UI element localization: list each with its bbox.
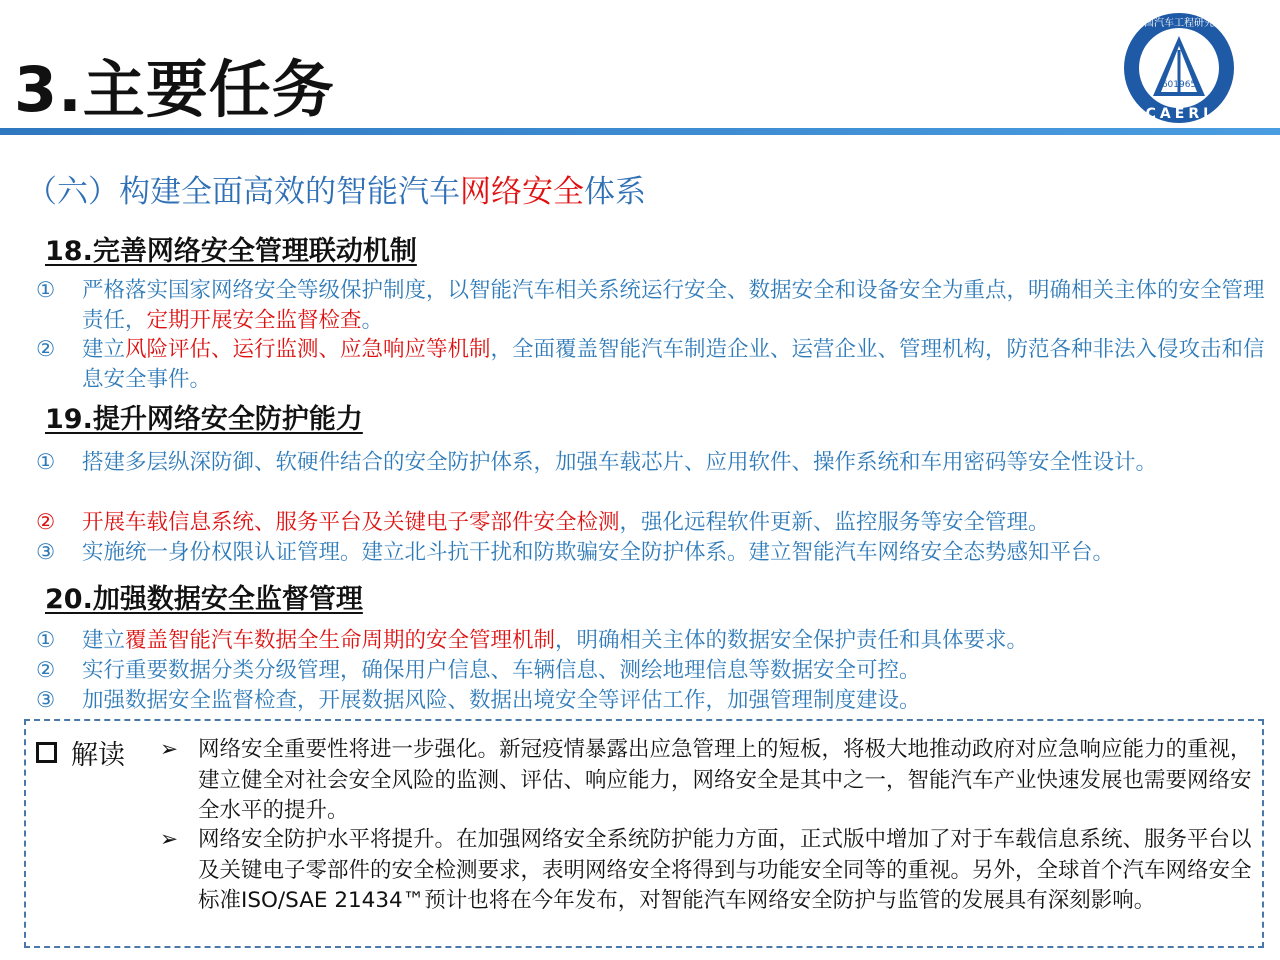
logo-text-bottom: CAERI [1145, 106, 1213, 122]
section-19-title: 19.提升网络安全防护能力 [45, 404, 363, 435]
item-text-post: ，强化远程软件更新、监控服务等安全管理。 [619, 510, 1050, 535]
item-number: ③ [36, 688, 56, 713]
logo-year: 601965 [1161, 80, 1197, 90]
item-highlight: 定期开展安全监督检查 [146, 308, 362, 333]
section-18-title: 18.完善网络安全管理联动机制 [45, 236, 417, 267]
subtitle-highlight: 网络安全 [460, 174, 584, 210]
subtitle [26, 166, 646, 211]
analysis-bullet-text: 网络安全防护水平将提升。在加强网络安全系统防护能力方面，正式版中增加了对于车载信息系统、服务平台以及关键电子零部件的安全检测要求，表明网络安全将得到与功能安全同等的重视。另外，全球首个汽车网络安全标准ISO/SAE 21434™预计也将在今年发布，对智能汽车网络安全防护与监管的发展具有深刻影响。 [198, 827, 1252, 913]
caeri-logo [1117, 10, 1241, 126]
arrow-bullet-icon: ➢ [160, 827, 179, 852]
section-20-title: 20.加强数据安全监督管理 [45, 584, 363, 615]
item-text: 搭建多层纵深防御、软硬件结合的安全防护体系，加强车载芯片、应用软件、操作系统和车用密码等安全性设计。 [82, 450, 1158, 475]
logo-text-top: 中国汽车工程研究院 [1134, 18, 1224, 29]
item-highlight: 覆盖智能汽车数据全生命周期的安全管理机制 [125, 628, 556, 653]
item-text-end: 。 [361, 308, 384, 333]
item-text-pre: 建立 [82, 337, 126, 362]
section-20-item-3 [36, 686, 1276, 716]
item-number: ① [36, 278, 56, 303]
item-number: ③ [36, 540, 56, 565]
page-title: 3.主要任务 [14, 53, 335, 126]
section-18-item-2 [36, 335, 1276, 395]
item-text: 加强数据安全监督检查，开展数据风险、数据出境安全等评估工作，加强管理制度建设。 [82, 688, 921, 713]
item-text-post: ，全面覆盖智能汽车制造企业、运营企业、管理机构，防范各种非法入侵攻击和信息安全事件。 [82, 337, 1265, 392]
section-18-item-1 [36, 276, 1276, 336]
header-divider [0, 128, 1280, 135]
item-highlight: 开展车载信息系统、服务平台及关键电子零部件安全检测 [82, 510, 620, 535]
analysis-bullet-1 [160, 735, 1258, 827]
item-number: ① [36, 628, 56, 653]
item-number: ② [36, 337, 56, 362]
item-text: 严格落实国家网络安全等级保护制度，以智能汽车相关系统运行安全、数据安全和设备安全为重点，明确相关主体的安全管理责任， [82, 278, 1265, 333]
section-19-item-2 [36, 508, 1276, 538]
item-text-post: ，明确相关主体的数据安全保护责任和具体要求。 [555, 628, 1029, 653]
item-text: 实施统一身份权限认证管理。建立北斗抗干扰和防欺骗安全防护体系。建立智能汽车网络安全态势感知平台。 [82, 540, 1115, 565]
analysis-bullet-2 [160, 825, 1258, 917]
analysis-bullet-text: 网络安全重要性将进一步强化。新冠疫情暴露出应急管理上的短板，将极大地推动政府对应急响应能力的重视，建立健全对社会安全风险的监测、评估、响应能力，网络安全是其中之一，智能汽车产业快速发展也需要网络安全水平的提升。 [198, 737, 1252, 823]
item-text: 实行重要数据分类分级管理，确保用户信息、车辆信息、测绘地理信息等数据安全可控。 [82, 658, 921, 683]
item-number: ② [36, 658, 56, 683]
analysis-label-text: 解读 [71, 740, 125, 771]
item-number: ① [36, 450, 56, 475]
checkbox-square-icon [36, 742, 57, 763]
subtitle-post: 体系 [584, 174, 646, 210]
analysis-label [36, 733, 125, 772]
section-20-item-1 [36, 626, 1276, 656]
section-19-item-3 [36, 538, 1276, 568]
item-highlight: 风险评估、运行监测、应急响应等机制 [125, 337, 491, 362]
subtitle-pre: （六）构建全面高效的智能汽车 [26, 174, 460, 210]
section-19-item-1 [36, 448, 1276, 478]
arrow-bullet-icon: ➢ [160, 737, 179, 762]
item-number: ② [36, 510, 56, 535]
section-20-item-2 [36, 656, 1276, 686]
item-text-pre: 建立 [82, 628, 126, 653]
